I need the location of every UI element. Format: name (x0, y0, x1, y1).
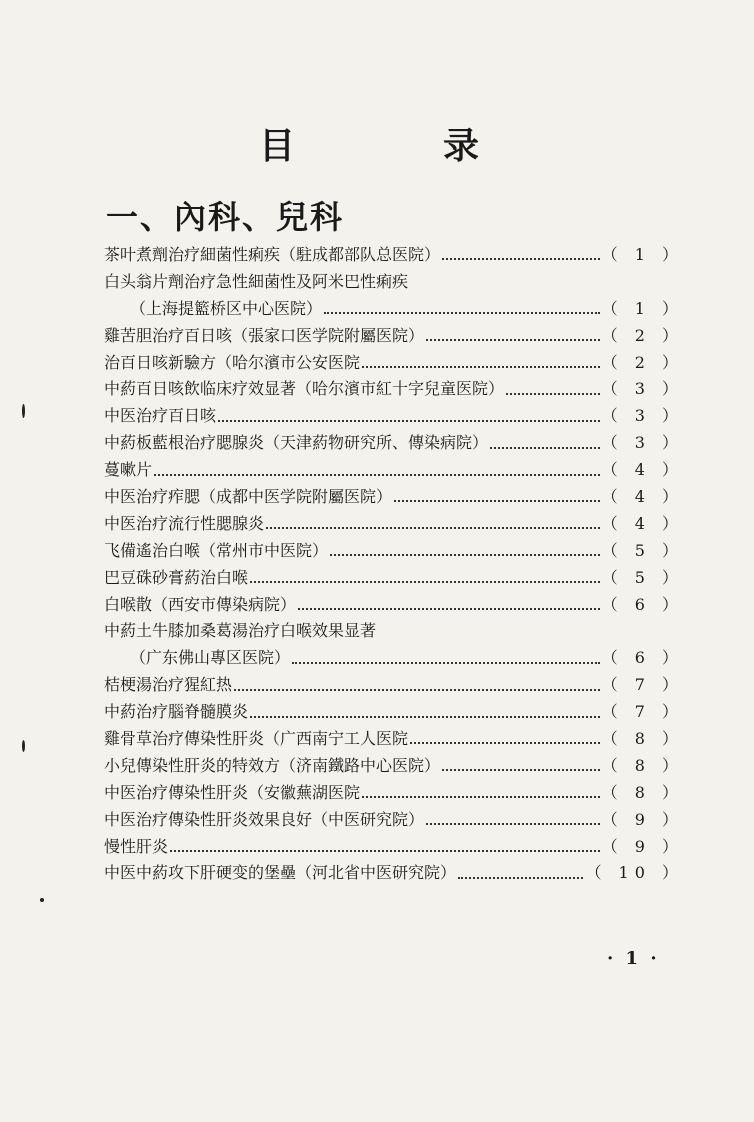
toc-entry (104, 726, 684, 753)
dot-leader (442, 761, 600, 771)
toc-entry (104, 860, 684, 887)
toc-entry (104, 484, 684, 511)
toc-entry-title: 茶叶煮劑治疗細菌性痢疾（駐成都部队总医院） (104, 245, 441, 264)
page-title: 目 录 (258, 125, 535, 167)
dot-leader (324, 304, 600, 314)
toc-entry-title: 中医治疗痄腮（成都中医学院附屬医院） (104, 487, 393, 507)
toc-entry-title: 白喉散（西安市傳染病院） (104, 594, 297, 614)
toc-entry (104, 807, 684, 834)
toc-entry-page: （ 8 ） (601, 729, 684, 749)
toc-entry (104, 296, 684, 323)
toc-entry-title: 中医治疗流行性腮腺炎 (104, 513, 265, 533)
toc-entry-page: （ 3 ） (601, 406, 684, 426)
toc-entry-title: 巴豆硃砂膏葯治白喉 (104, 567, 249, 587)
dot-leader (250, 573, 600, 583)
dot-leader (394, 492, 600, 502)
toc-entry-title: 小兒傳染性肝炎的特效方（济南鐵路中心医院） (104, 755, 441, 775)
toc-entry (104, 403, 684, 430)
toc-entry-page: （ 7 ） (601, 702, 684, 722)
toc-entry-page: （ 6 ） (601, 648, 684, 668)
toc-entry (104, 780, 684, 807)
toc-entry (104, 323, 684, 350)
toc-entry-title: 中葯治疗腦脊髓膜炎 (104, 702, 249, 722)
dot-leader (298, 600, 600, 610)
toc-entry-page: （ 3 ） (601, 379, 684, 399)
toc-entry-page: （ 9 ） (601, 836, 684, 856)
dot-leader (234, 681, 600, 691)
toc-entry-title: 中医治疗百日咳 (104, 406, 217, 426)
toc-entry-page: （ 8 ） (601, 782, 684, 802)
dot-leader (506, 385, 600, 395)
dot-leader (442, 250, 600, 260)
dot-leader (426, 331, 600, 341)
toc-entry (104, 511, 684, 538)
toc-entry (104, 699, 684, 726)
dot-leader (410, 734, 600, 744)
toc-entry-page: （ 2 ） (601, 352, 684, 372)
toc-entry-title: 中葯百日咳飲临床疗效显著（哈尔濱市紅十字兒童医院） (104, 379, 505, 399)
dot-leader (362, 358, 600, 368)
toc-entry-page: （ 6 ） (601, 594, 684, 614)
toc-entry (104, 834, 684, 861)
toc-entry-page: （ 5 ） (601, 567, 684, 587)
toc-entry-page: （ 10 ） (585, 863, 684, 883)
toc-entry (104, 592, 684, 619)
toc-entry-title: 中医中葯攻下肝硬变的堡壘（河北省中医研究院） (104, 863, 457, 883)
toc-entry (104, 430, 684, 457)
toc-entry-title: 中医治疗傳染性肝炎（安徽蕪湖医院 (104, 782, 361, 802)
toc-entry (104, 672, 684, 699)
dot-leader (490, 439, 600, 449)
toc-entry-title: 中葯土牛膝加桑葛湯治疗白喉效果显著 (104, 621, 377, 641)
dot-leader (266, 519, 600, 529)
toc-entry-title: 治百日咳新驗方（哈尔濱市公安医院 (104, 352, 361, 372)
toc-entry-page: （ 3 ） (601, 433, 684, 453)
scan-speck (40, 898, 44, 902)
dot-leader (218, 412, 600, 422)
toc-entry-title: 桔梗湯治疗猩紅热 (104, 675, 233, 695)
table-of-contents (104, 242, 684, 887)
toc-entry-title: 雞苦胆治疗百日咳（張家口医学院附屬医院） (104, 325, 425, 345)
toc-entry-page: （ 2 ） (601, 325, 684, 345)
toc-entry-page: （ 4 ） (601, 513, 684, 533)
scan-speck (22, 740, 25, 752)
toc-entry-title: 慢性肝炎 (104, 836, 169, 856)
page-number: · 1 · (607, 948, 660, 969)
scan-speck (22, 404, 25, 418)
toc-entry (104, 376, 684, 403)
toc-entry (104, 565, 684, 592)
toc-entry (104, 753, 684, 780)
toc-entry (104, 242, 684, 269)
toc-entry-title: 白头翁片劑治疗急性細菌性及阿米巴性痢疾 (104, 271, 409, 291)
toc-entry-page: （ 1 ） (601, 245, 684, 264)
toc-entry-title: （上海提籃桥区中心医院） (130, 298, 323, 318)
section-heading: 一、內科、兒科 (106, 198, 345, 236)
toc-entry (104, 645, 684, 672)
dot-leader (154, 466, 600, 476)
dot-leader (426, 815, 600, 825)
toc-entry-title: 中葯板藍根治疗腮腺炎（天津葯物研究所、傳染病院） (104, 433, 489, 453)
dot-leader (458, 869, 583, 879)
toc-entry-title: 飞備遙治白喉（常州市中医院） (104, 540, 329, 560)
dot-leader (170, 842, 600, 852)
toc-entry (104, 457, 684, 484)
toc-entry-page: （ 1 ） (601, 298, 684, 318)
toc-entry (104, 538, 684, 565)
dot-leader (362, 788, 600, 798)
dot-leader (250, 708, 600, 718)
toc-entry-page: （ 8 ） (601, 755, 684, 775)
toc-entry-page: （ 4 ） (601, 487, 684, 507)
toc-entry (104, 269, 684, 296)
dot-leader (410, 278, 682, 286)
toc-entry-page: （ 5 ） (601, 540, 684, 560)
toc-entry (104, 350, 684, 377)
dot-leader (330, 546, 600, 556)
dot-leader (292, 654, 600, 664)
toc-entry-page: （ 7 ） (601, 675, 684, 695)
toc-entry-title: （广东佛山專区医院） (130, 648, 291, 668)
toc-entry-title: 蔓嗽片 (104, 460, 153, 480)
dot-leader (378, 628, 682, 636)
toc-entry-title: 中医治疗傳染性肝炎效果良好（中医研究院） (104, 809, 425, 829)
toc-entry-page: （ 4 ） (601, 460, 684, 480)
toc-entry (104, 618, 684, 645)
toc-entry-page: （ 9 ） (601, 809, 684, 829)
toc-entry-title: 雞骨草治疗傳染性肝炎（广西南宁工人医院 (104, 729, 409, 749)
